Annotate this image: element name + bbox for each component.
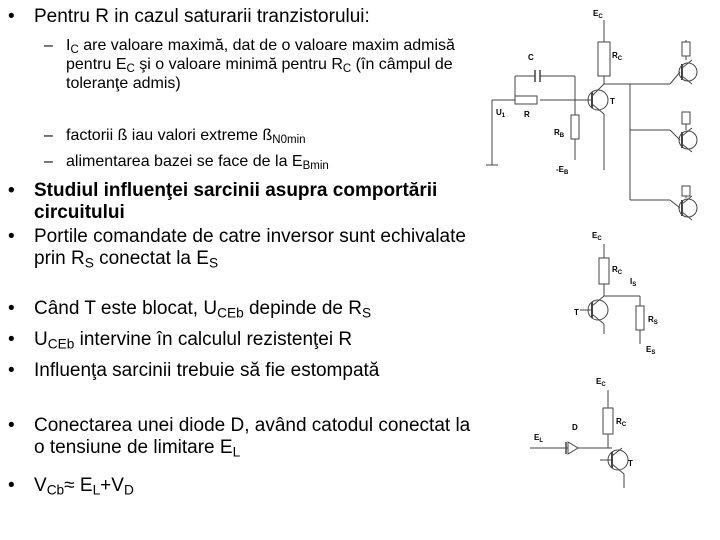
inverter-circuit-diagram <box>486 9 697 220</box>
subscript: L <box>232 444 241 460</box>
bullet-dot: • <box>8 415 15 436</box>
text-run: Când T este blocat, U <box>34 298 218 319</box>
label-es: $E_S$ <box>646 345 656 356</box>
resistor-rs <box>636 306 644 330</box>
load-equivalent-diagram <box>574 231 658 356</box>
load-resistor <box>682 42 690 56</box>
wire <box>670 200 680 208</box>
wire <box>670 130 680 140</box>
resistor-rb <box>571 115 579 139</box>
text-run: conectat la E <box>93 248 209 269</box>
text-run: +V <box>100 475 124 496</box>
resistor-rc <box>598 42 610 76</box>
bullet-text: Pentru R in cazul saturarii tranzistorului: <box>34 6 370 27</box>
subscript: L <box>92 482 101 498</box>
label-ec: $E_C$ <box>596 377 606 388</box>
text-run: Portile comandate de catre inversor sunt echivalate prin R <box>34 226 466 269</box>
subscript: C <box>126 62 135 75</box>
bullet-dot: • <box>8 475 15 496</box>
sub-bullet-dash: – <box>44 127 53 144</box>
label-eb: $-E_B$ <box>556 165 569 176</box>
sub-bullet-dash: – <box>44 37 53 54</box>
text-run: ≈ E <box>64 475 93 496</box>
resistor-r <box>515 96 537 104</box>
text-run: U <box>34 329 48 350</box>
bullet-dot: • <box>8 329 15 350</box>
bullet-dot: • <box>8 180 15 201</box>
resistor-rc <box>603 408 613 434</box>
text-run: depinde de R <box>243 298 363 319</box>
subscript: D <box>123 482 134 498</box>
text-run: Conectarea unei diode D, având catodul conectat la o tensiune de limitare E <box>34 415 471 458</box>
diode-d <box>568 442 578 454</box>
label-rc: $R_C$ <box>612 51 623 62</box>
bullet-dot: • <box>8 298 15 319</box>
subscript: C <box>70 43 79 56</box>
label-is: $I_S$ <box>630 277 637 288</box>
label-rb: $R_B$ <box>554 128 565 139</box>
label-r: R <box>524 110 530 119</box>
label-rs: $R_S$ <box>648 315 658 326</box>
text-run: factorii ß iau valori extreme ß <box>66 127 273 144</box>
label-t: T <box>574 308 579 317</box>
subscript: N0min <box>272 133 306 146</box>
subscript: S <box>362 305 372 321</box>
subscript: Bmin <box>302 159 329 172</box>
label-t: T <box>628 459 633 468</box>
label-c: C <box>528 53 534 62</box>
sub-bullet-dash: – <box>44 153 53 170</box>
text-run: (în câmpul de toleranţe admis) <box>66 56 453 92</box>
bullet-text: Influenţa sarcinii trebuie să fie estompată <box>34 360 380 381</box>
label-el: $E_L$ <box>534 433 544 444</box>
bullet-dot: • <box>8 360 15 381</box>
load-resistor <box>682 186 690 196</box>
text-run: V <box>34 475 47 496</box>
subscript: Cb <box>46 482 65 498</box>
subscript: CEb <box>217 305 244 321</box>
bullet-dot: • <box>8 226 15 247</box>
bullet-text: Studiul influenţei sarcinii asupra comportării circuitului <box>34 180 438 223</box>
label-d: D <box>572 423 578 432</box>
label-rc: $R_C$ <box>612 265 623 276</box>
subscript: CEb <box>47 336 75 352</box>
label-t: T <box>610 97 615 106</box>
text-run: are valoare maximă, dat de o valoare maxim admisă pentru E <box>66 37 455 73</box>
label-ec: $E_C$ <box>593 9 603 20</box>
text-run: intervine în calculul rezistenţei R <box>74 329 353 350</box>
label-rc: $R_C$ <box>616 417 627 428</box>
resistor-rc <box>599 258 609 284</box>
subscript: C <box>342 62 352 75</box>
load-resistor <box>682 112 690 124</box>
diode-clamp-diagram <box>530 377 633 488</box>
label-u1: $U_1$ <box>496 108 506 119</box>
text-run: I <box>66 37 71 54</box>
label-ec: $E_C$ <box>592 231 602 242</box>
bullet-dot: • <box>8 6 15 27</box>
subscript: S <box>84 255 94 271</box>
subscript: S <box>208 255 219 271</box>
wire <box>670 72 680 84</box>
text-run: şi o valoare minimă pentru R <box>134 56 343 73</box>
text-run: alimentarea bazei se face de la E <box>66 153 303 170</box>
